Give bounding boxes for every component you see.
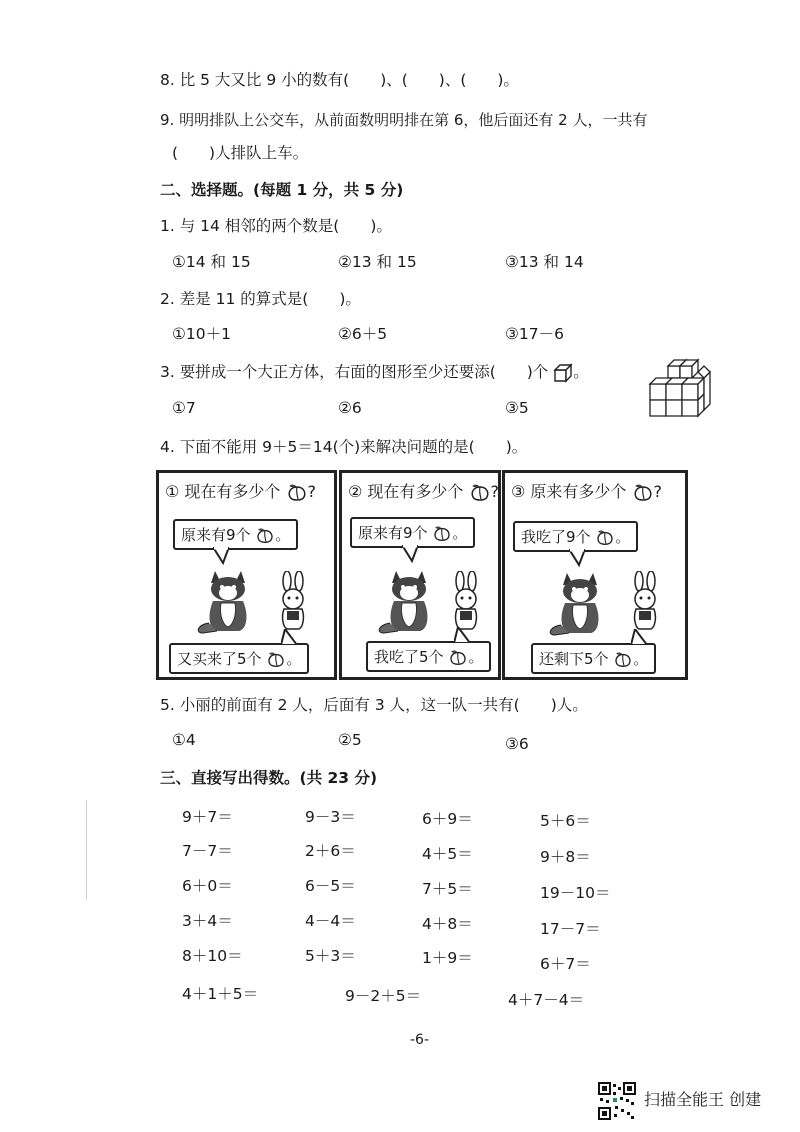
watermark-text: 扫描全能王 创建: [644, 1090, 762, 1109]
peach-icon: [613, 651, 633, 669]
calc-item: 4－4＝: [305, 912, 356, 930]
panel-2-title-text: ② 现在有多少个: [348, 482, 464, 501]
question-9-line2: ( )人排队上车。: [172, 144, 309, 162]
panel-1-bottom-bubble: [169, 643, 309, 674]
calc-item: 17－7＝: [540, 920, 601, 938]
bubble-tail: [454, 627, 470, 643]
choice-q2-stem: 2. 差是 11 的算式是( )。: [160, 290, 361, 308]
peach-icon: [448, 649, 468, 667]
choice-q3-option-1: ①7: [172, 399, 196, 417]
panel-3-top-bubble-text: 我吃了9个: [521, 528, 591, 546]
fox-figure: [195, 565, 265, 635]
calc-item: 6－5＝: [305, 877, 356, 895]
panel-2-top-bubble: [350, 517, 475, 548]
panel-3-title: [511, 479, 662, 503]
peach-icon: [595, 529, 615, 547]
bubble-tail: [631, 629, 647, 645]
question-9-line1: 9. 明明排队上公交车，从前面数明明排在第 6，他后面还有 2 人，一共有: [160, 111, 648, 129]
panel-1-top-bubble: [173, 519, 298, 550]
panel-2-question-mark: ?: [490, 482, 500, 501]
peach-icon: [632, 483, 654, 503]
rabbit-figure: [625, 571, 665, 633]
calc-item: 4＋1＋5＝: [182, 985, 259, 1003]
choice-q1-stem: 1. 与 14 相邻的两个数是( )。: [160, 217, 392, 235]
panel-3-bottom-period: 。: [633, 650, 649, 668]
panel-1-bottom-bubble-text: 又买来了5个: [177, 650, 262, 668]
panel-3-top-period: 。: [615, 528, 631, 546]
peach-icon: [432, 525, 452, 543]
choice-q3-option-2: ②6: [338, 399, 362, 417]
calc-item: 4＋7－4＝: [508, 991, 585, 1009]
comic-panel-3: [502, 470, 688, 680]
choice-q5-option-2: ②5: [338, 731, 362, 749]
calc-item: 4＋8＝: [422, 915, 473, 933]
calc-item: 19－10＝: [540, 884, 611, 902]
rabbit-figure: [273, 571, 313, 633]
panel-1-bottom-period: 。: [286, 650, 302, 668]
bubble-tail: [281, 629, 297, 645]
panel-3-bottom-bubble-text: 还剩下5个: [539, 650, 609, 668]
section-2-title: 二、选择题。(每题 1 分，共 5 分): [160, 181, 404, 199]
choice-q1-option-2: ②13 和 15: [338, 253, 417, 271]
bubble-tail: [402, 545, 418, 563]
panel-3-bottom-bubble: [531, 643, 656, 674]
choice-q1-option-3: ③13 和 14: [505, 253, 584, 271]
choice-q2-option-2: ②6＋5: [338, 325, 388, 343]
calc-item: 4＋5＝: [422, 845, 473, 863]
panel-1-question-mark: ?: [307, 482, 317, 501]
bubble-tail: [213, 547, 229, 565]
choice-q5-stem: 5. 小丽的前面有 2 人，后面有 3 人，这一队一共有( )人。: [160, 696, 588, 714]
calc-item: 7－7＝: [182, 842, 233, 860]
choice-q5-option-1: ①4: [172, 731, 196, 749]
choice-q3-stem-text: 3. 要拼成一个大正方体，右面的图形至少还要添( )个: [160, 363, 549, 381]
choice-q3-stem-suffix: 。: [573, 363, 589, 381]
comic-panel-2: [339, 470, 501, 680]
panel-2-top-bubble-text: 原来有9个: [358, 524, 428, 542]
panel-3-question-mark: ?: [653, 482, 663, 501]
calc-item: 6＋7＝: [540, 955, 591, 973]
scan-artifact-line: [86, 800, 87, 900]
panel-2-bottom-period: 。: [468, 648, 484, 666]
calc-item: 6＋0＝: [182, 877, 233, 895]
panel-3-title-text: ③ 原来有多少个: [511, 482, 627, 501]
choice-q5-option-3: ③6: [505, 735, 529, 753]
small-cube-icon: [553, 363, 573, 383]
peach-icon: [255, 527, 275, 545]
panel-2-title: [348, 479, 499, 503]
calc-item: 8＋10＝: [182, 947, 243, 965]
choice-q3-option-3: ③5: [505, 399, 529, 417]
panel-1-title-text: ① 现在有多少个: [165, 482, 281, 501]
calc-item: 5＋3＝: [305, 947, 356, 965]
choice-q1-option-1: ①14 和 15: [172, 253, 251, 271]
peach-icon: [266, 651, 286, 669]
panel-2-top-period: 。: [452, 524, 468, 542]
question-8: 8. 比 5 大又比 9 小的数有( )、( )、( )。: [160, 71, 519, 89]
panel-1-title: [165, 479, 316, 503]
choice-q2-option-1: ①10＋1: [172, 325, 231, 343]
calc-item: 9＋7＝: [182, 808, 233, 826]
calc-item: 7＋5＝: [422, 880, 473, 898]
calc-item: 6＋9＝: [422, 810, 473, 828]
calc-item: 9－2＋5＝: [345, 987, 422, 1005]
calc-item: 2＋6＝: [305, 842, 356, 860]
calc-item: 5＋6＝: [540, 812, 591, 830]
panel-3-top-bubble: [513, 521, 638, 552]
cube-stack-figure: [646, 352, 716, 430]
fox-figure: [376, 565, 446, 635]
calc-item: 3＋4＝: [182, 912, 233, 930]
fox-figure: [547, 567, 617, 637]
calc-item: 9＋8＝: [540, 848, 591, 866]
panel-2-bottom-bubble-text: 我吃了5个: [374, 648, 444, 666]
choice-q2-option-3: ③17－6: [505, 325, 564, 343]
choice-q3-stem: [160, 362, 589, 383]
panel-1-top-period: 。: [275, 526, 291, 544]
rabbit-figure: [446, 571, 486, 633]
section-3-title: 三、直接写出得数。(共 23 分): [160, 769, 378, 787]
page-number: -6-: [410, 1032, 430, 1048]
panel-2-bottom-bubble: [366, 641, 491, 672]
comic-panel-1: [156, 470, 337, 680]
panel-1-top-bubble-text: 原来有9个: [181, 526, 251, 544]
qr-code-icon: [598, 1082, 636, 1120]
choice-q4-stem: 4. 下面不能用 9＋5＝14(个)来解决问题的是( )。: [160, 438, 528, 456]
calc-item: 9－3＝: [305, 808, 356, 826]
calc-item: 1＋9＝: [422, 949, 473, 967]
peach-icon: [286, 483, 308, 503]
bubble-tail: [569, 549, 585, 567]
peach-icon: [469, 483, 491, 503]
